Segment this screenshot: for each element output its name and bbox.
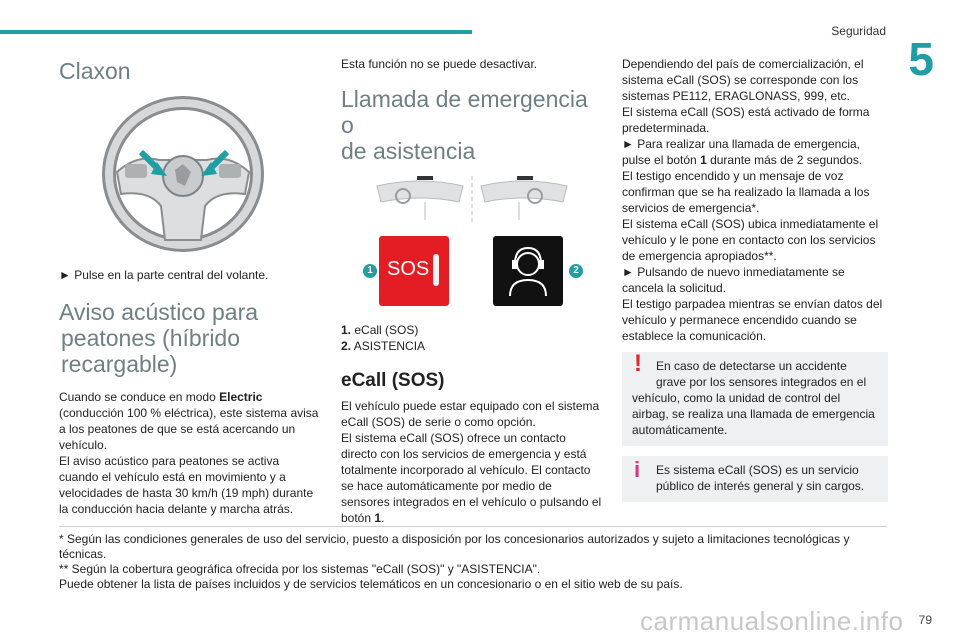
legend-item-1: 1. eCall (SOS) bbox=[341, 323, 419, 337]
info-icon: i bbox=[634, 457, 641, 482]
info-box: i Es sistema eCall (SOS) es un servicio público de interés general y sin cargos. bbox=[622, 456, 888, 502]
col3-step-cancel: ► Pulsando de nuevo inmediatamente se cancela la solicitud. bbox=[622, 265, 845, 295]
warning-exclamation-icon: ! bbox=[634, 350, 642, 377]
chapter-number: 5 bbox=[908, 33, 934, 85]
col3-step-call: ► Para realizar una llamada de emergencia, pulse el botón 1 durante más de 2 segundos. bbox=[622, 137, 863, 167]
col3-paragraph-2: El sistema eCall (SOS) está activado de forma predeterminada. bbox=[622, 105, 870, 135]
col3-paragraph-4: El testigo encendido y un mensaje de voz confirman que se ha realizado la llamada a los servicios de emergencia*. bbox=[622, 169, 870, 215]
footnote-3: Puede obtener la lista de países incluidos y de servicios telemáticos en un concesionario o en el sitio web de su país. bbox=[59, 577, 683, 591]
badge-2: 2 bbox=[569, 264, 583, 278]
col3-paragraph-5: El sistema eCall (SOS) ubica inmediatamente el vehículo y le pone en contacto con los servicios de emergencia apropiados**. bbox=[622, 217, 879, 263]
col3-paragraph-1: Dependiendo del país de comercialización, el sistema eCall (SOS) se corresponde con los sistemas PE112, ERAGLONASS, 999, etc. bbox=[622, 57, 864, 103]
aviso-title: Aviso acústico para peatones (híbrido recargable) bbox=[59, 299, 259, 377]
page-number: 79 bbox=[918, 613, 932, 627]
legend-list bbox=[341, 322, 603, 354]
footnote-2: ** Según la cobertura geográfica ofrecida por los sistemas "eCall (SOS)" y "ASISTENCIA". bbox=[59, 562, 541, 576]
col3-paragraph-7: El testigo parpadea mientras se envían datos del vehículo y permanece encendido cuando se establece la comunicación. bbox=[622, 297, 883, 343]
column-3 bbox=[622, 56, 888, 502]
column-2 bbox=[341, 56, 603, 526]
assistance-button bbox=[493, 236, 563, 306]
sos-indicator bbox=[433, 254, 439, 286]
sos-label: SOS bbox=[387, 258, 430, 280]
footnotes bbox=[59, 532, 899, 592]
sos-button bbox=[379, 236, 449, 306]
ecall-paragraph-2: El sistema eCall (SOS) ofrece un contacto directo con los servicios de emergencia y está totalmente incorporado al vehículo. El contacto se hace automáticamente por medio de sensores integrados en el vehículo o pulsando el botón 1. bbox=[341, 431, 602, 525]
header-accent-bar bbox=[0, 30, 472, 34]
watermark: carmanualsonline.info bbox=[640, 606, 904, 636]
assistance-headset-icon bbox=[493, 236, 563, 306]
ceiling-console-icon bbox=[341, 172, 603, 232]
badge-1: 1 bbox=[363, 264, 377, 278]
claxon-title: Claxon bbox=[59, 58, 131, 84]
ecall-illustration bbox=[341, 172, 603, 312]
aviso-paragraph-1: Cuando se conduce en modo Electric (conducción 100 % eléctrica), este sistema avisa a los peatones de que se está acercando un vehículo. bbox=[59, 390, 319, 452]
footnote-divider bbox=[59, 526, 887, 527]
llamada-title: Llamada de emergencia o de asistencia bbox=[341, 86, 588, 164]
steering-wheel-illustration bbox=[97, 94, 321, 257]
steering-wheel-icon bbox=[97, 94, 273, 252]
footnote-1: * Según las condiciones generales de uso del servicio, puesto a disposición por los concesionarios autorizados y sujeto a limitaciones tecnológicas y técnicas. bbox=[59, 532, 850, 561]
warning-box: ! En caso de detectarse un accidente grave por los sensores integrados en el vehículo, como la unidad de control del airbag, se realiza una llamada de emergencia automáticamente. bbox=[622, 352, 888, 446]
ecall-paragraph-1: El vehículo puede estar equipado con el sistema eCall (SOS) de serie o como opción. bbox=[341, 399, 600, 429]
column-1 bbox=[59, 56, 321, 517]
ecall-heading: eCall (SOS) bbox=[341, 370, 445, 391]
section-name: Seguridad bbox=[831, 24, 886, 38]
legend-item-2: 2. ASISTENCIA bbox=[341, 339, 426, 353]
intro-text: Esta función no se puede desactivar. bbox=[341, 57, 538, 71]
aviso-paragraph-2: El aviso acústico para peatones se activa cuando el vehículo está en movimiento y a velocidades de hasta 30 km/h (19 mph) durante la conducción hacia delante y marcha atrás. bbox=[59, 454, 314, 516]
claxon-step: ► Pulse en la parte central del volante. bbox=[59, 268, 269, 282]
